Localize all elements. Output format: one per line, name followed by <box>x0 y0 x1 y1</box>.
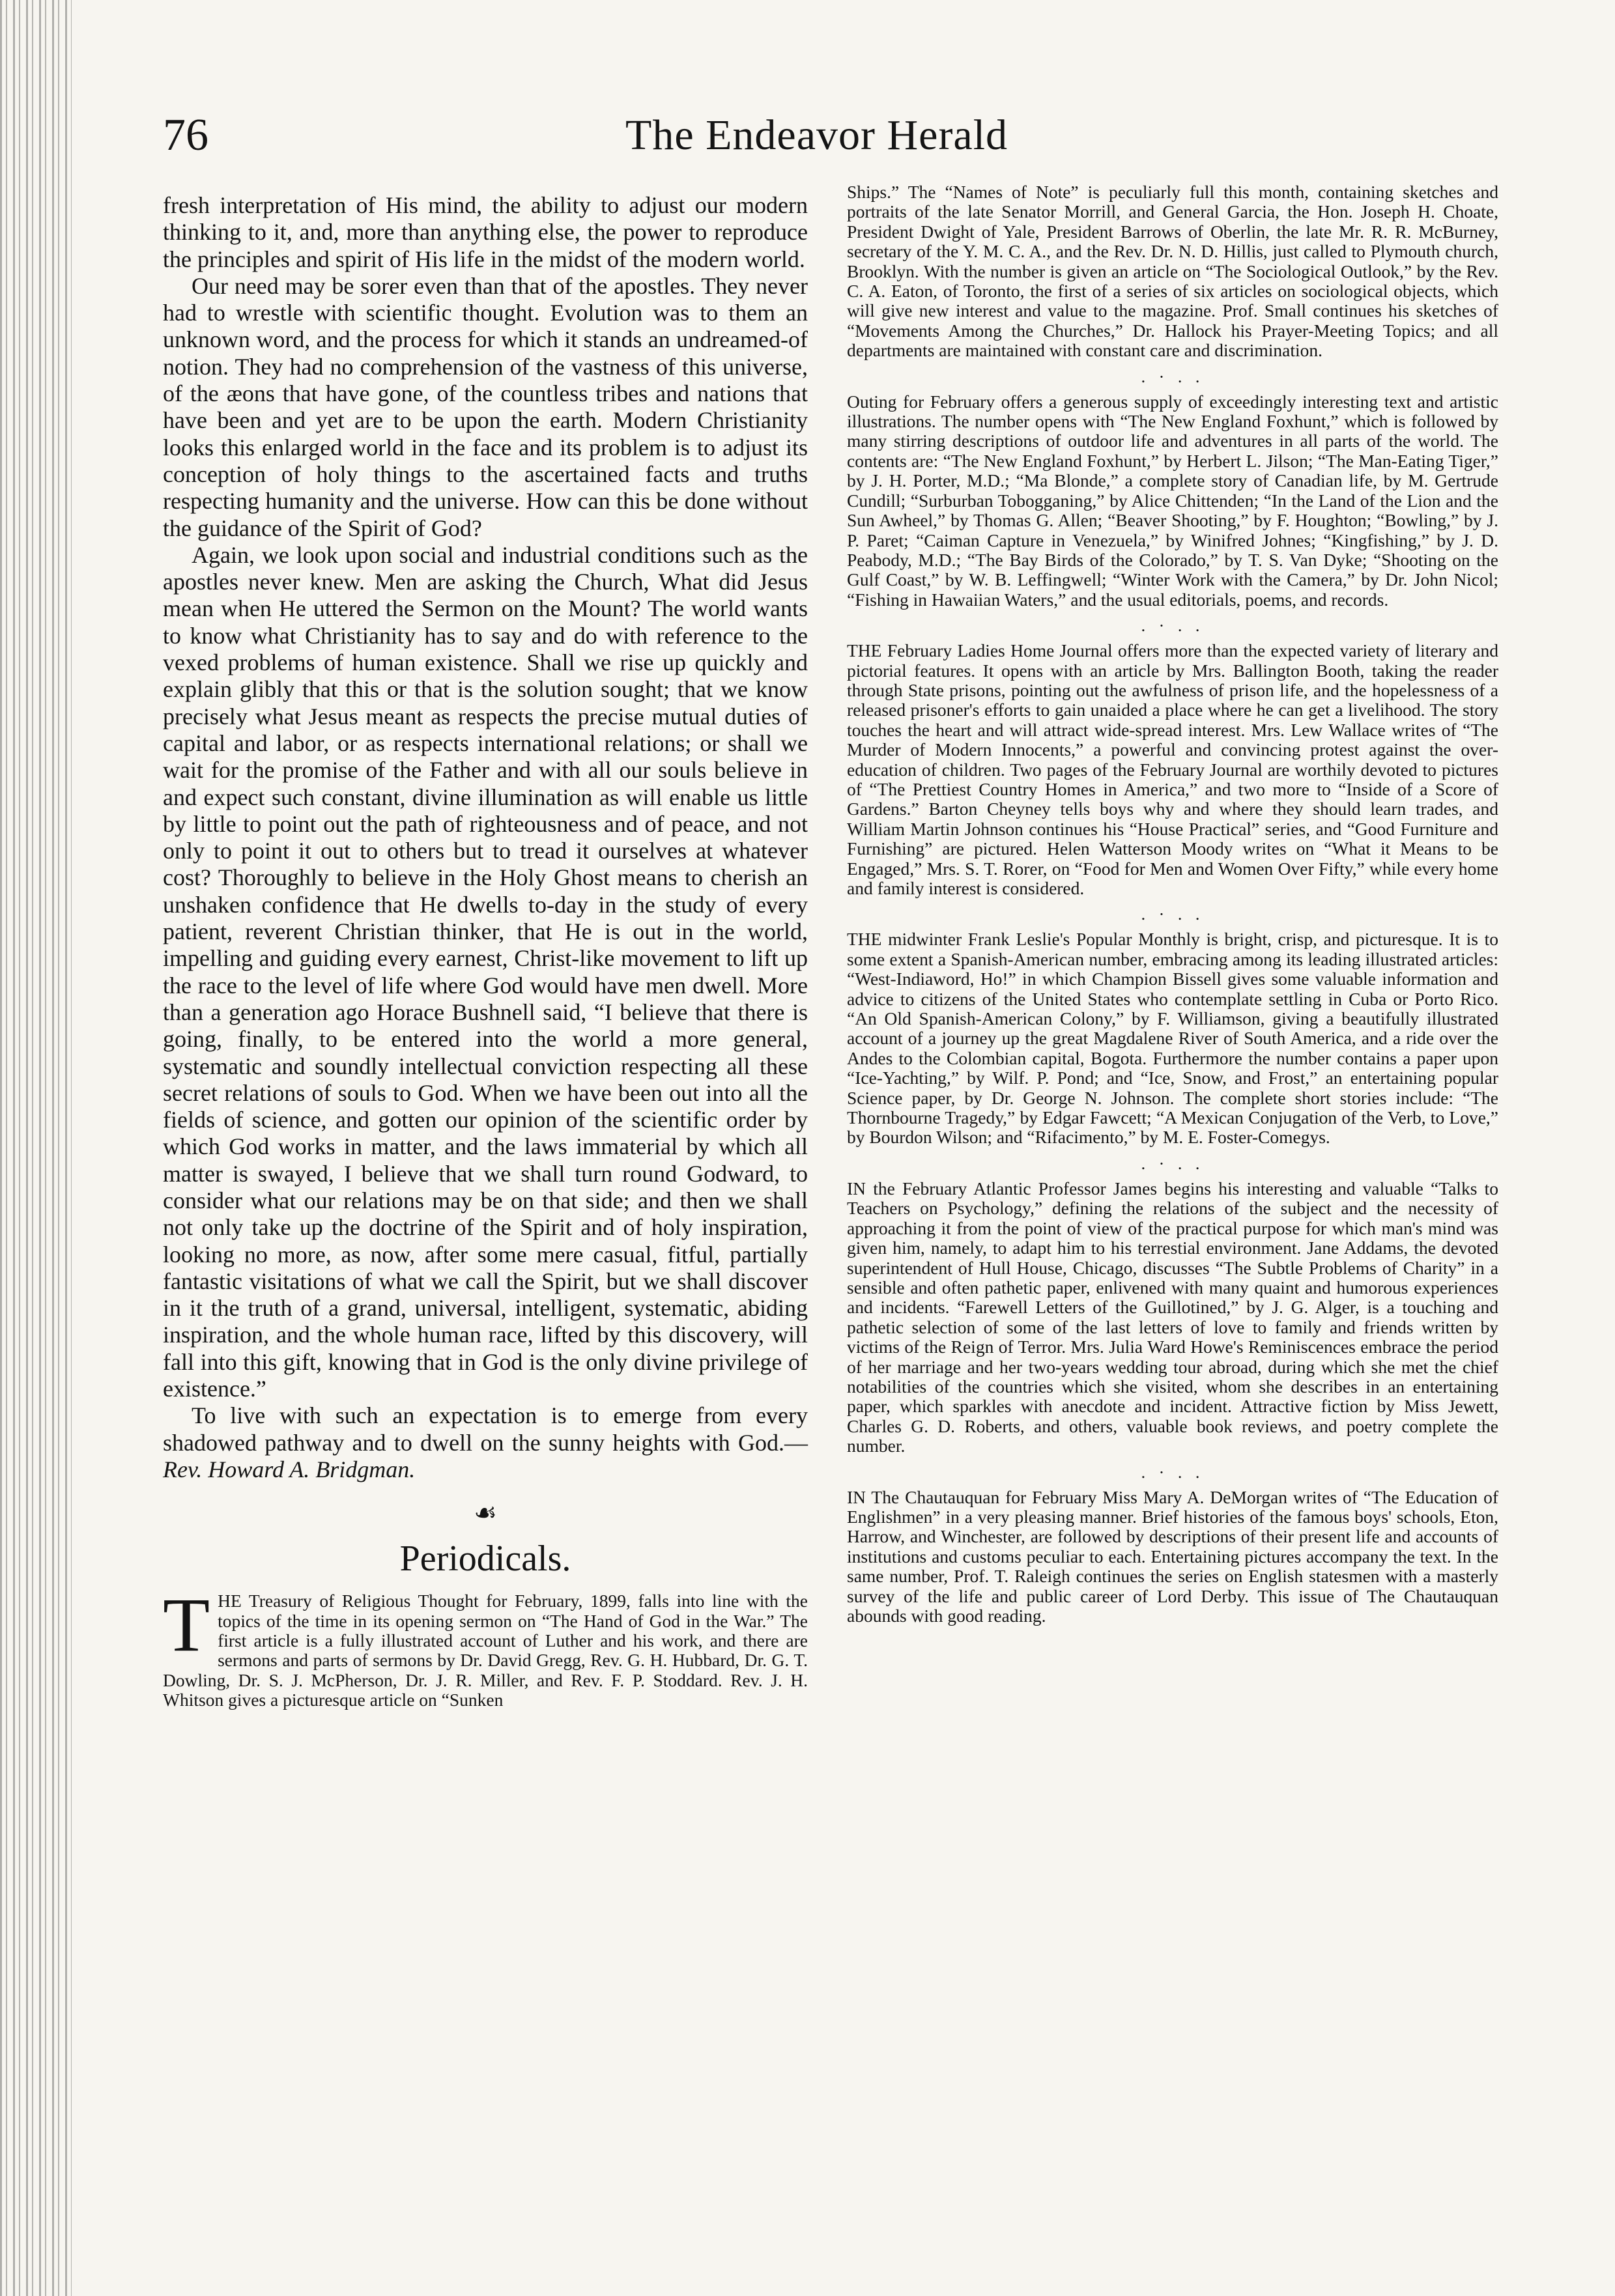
separator-dots: . · . . <box>1141 1462 1205 1482</box>
separator-dots: . · . . <box>1141 616 1205 636</box>
scanned-page-binding-edge <box>0 0 72 2296</box>
section-title-periodicals: Periodicals. <box>399 1538 571 1580</box>
drop-cap: T <box>163 1582 210 1668</box>
page-number: 76 <box>163 110 208 160</box>
review-paragraph: IN the February Atlantic Professor James begins his interesting and valuable “Talks to Teachers on Psychology,” defining the relations of the subject and the necessity of approaching it from the point of view of the practical purpose for which man's mind was given him, namely, to adapt him to his terrestial environment. Jane Addams, the devoted superintendent of Hull House, Chicago, discusses “The Subtle Problems of Charity” in a sensible and often pathetic paper, enlivened with many quaint and humorous experiences and incidents. “Farewell Letters of the Guillotined,” by J. G. Alger, is a touching and pathetic selection of some of the last letters of love to family and friends written by victims of the Reign of Terror. Mrs. Julia Ward Howe's Reminiscences embrace the period of her marriage and her two-years wedding tour abroad, during which she met the chief notabilities of the countries which she visited, whom she describes in an entertaining paper, which sparkles with anecdote and incident. Attractive fiction by Miss Jewett, Charles G. D. Roberts, and others, valuable book reviews, and poetry complete the number. <box>847 1178 1498 1456</box>
article-paragraph: Our need may be sorer even than that of the apostles. They never had to wrestle with scientific thought. Evolution was to them an unknown word, and the process for which it stands an undreamed-of notion. They had no comprehension of the vastness of this universe, of the æons that have gone, of the countless tribes and nations that have been and yet are to be upon the earth. Modern Christianity looks this enlarged world in the face and its problem is to adjust its conception of holy things to the ascertained facts and truths respecting humanity and the universe. How can this be done without the guidance of the Spirit of God? <box>163 272 808 541</box>
article-closing-paragraph <box>163 1402 808 1483</box>
review-paragraph: Outing for February offers a generous supply of exceedingly interesting text and artistic illustrations. The number opens with “The New England Foxhunt,” which is followed by many stirring descriptions of outdoor life and adventures in all parts of the world. The contents are: “The New England Foxhunt,” by Herbert L. Jilson; “The Man-Eating Tiger,” by J. H. Porter, M.D.; “Ma Blonde,” a complete story of Canadian life, by M. Gertrude Cundill; “Surburban Tobogganing,” by Alice Chittenden; “In the Land of the Lion and the Sun Awheel,” by Thomas G. Allen; “Beaver Shooting,” by F. Houghton; “Bowling,” by J. P. Paret; “Caiman Capture in Venezuela,” by Winifred Johnes; “Kingfishing,” by J. D. Peabody, M.D.; “The Bay Birds of the Colorado,” by T. S. Van Dyke; “Shooting on the Gulf Coast,” by W. B. Leffingwell; “Winter Work with the Camera,” by Dr. John Nicol; “Fishing in Hawaiian Waters,” and the usual editorials, poems, and records. <box>847 391 1498 610</box>
article-paragraph: Again, we look upon social and industrial conditions such as the apostles never knew. Men are asking the Church, What did Jesus mean when He uttered the Sermon on the Mount? The world wants to know what Christianity has to say and do with reference to the vexed problems of human existence. Shall we rise up quickly and explain glibly that this or that is the solution sought; that we know precisely what Jesus meant as respects the precise mutual duties of capital and labor, or as respects international relations; or shall we wait for the promise of the Father and with all our souls believe in and expect such constant, divine illumination as will enable us little by little to point out the path of righteousness and of peace, and not only to point it out to others but to tread it ourselves at whatever cost? Thoroughly to believe in the Holy Ghost means to cherish an unshaken confidence that He dwells to-day in the study of every patient, reverent Christian thinker, that He is out in the world, impelling and guiding every earnest, Christ-like movement to lift up the race to the level of life where God would have men dwell. More than a generation ago Horace Bushnell said, “I believe that there is going, finally, to be entered into the world a more general, systematic and soundly intellectual conviction respecting all these secret relations of souls to God. When we have been out into all the fields of science, and gotten our opinion of the scientific order by which God works in matter, and the laws immaterial by which all matter is swayed, I believe that we shall turn round Godward, to consider what our relations may be on that side; and then we shall not only take up the doctrine of the Spirit and of holy inspiration, looking no more, as now, after some mere casual, fitful, partially fantastic visitations of what we call the Spirit, but we shall discover in it the truth of a grand, universal, intelligent, systematic, abiding inspiration, and the whole human race, lifted by this discovery, will fall into this gift, knowing that in God is the only divine privilege of existence.” <box>163 541 808 1402</box>
article-paragraph: fresh interpretation of His mind, the ability to adjust our modern thinking to it, and, more than anything else, the power to reproduce the principles and spirit of His life in the midst of the modern world. <box>163 192 808 272</box>
separator-dots: . · . . <box>1141 367 1205 386</box>
review-paragraph: THE midwinter Frank Leslie's Popular Monthly is bright, crisp, and picturesque. It is to some extent a Spanish-American number, embracing among its leading illustrated articles: “West-Indiaword, Ho!” in which Champion Bissell gives some valuable information and advice to citizens of the United States who contemplate settling in Cuba or Porto Rico. “An Old Spanish-American Colony,” by F. Williamson, giving a beautifully illustrated account of a journey up the great Magdalene River of South America, and a ride over the Andes to the Colombian capital, Bogota. Furthermore the number contains a paper upon “Ice-Yachting,” by Wilf. P. Pond; and “Ice, Snow, and Frost,” an entertaining popular Science paper, by Dr. George N. Johnson. The complete short stories include: “The Thornbourne Tragedy,” by Edgar Fawcett; “A Mexican Conjugation of the Verb, to Love,” by Bourdon Wilson; and “Rifacimento,” by M. E. Foster-Comegys. <box>847 929 1498 1148</box>
ornament-divider: ☙ <box>474 1498 497 1528</box>
right-column <box>847 182 1498 1626</box>
separator-dots: . · . . <box>1141 905 1205 924</box>
periodicals-intro <box>163 1582 808 1710</box>
periodicals-intro-text: HE Treasury of Religious Thought for February, 1899, falls into line with the topics of the time in its opening sermon on “The Hand of God in the War.” The first article is a fully illustrated account of Luther and his work, and there are sermons and parts of sermons by Dr. David Gregg, Rev. G. H. Hubbard, Dr. G. T. Dowling, Dr. S. J. McPherson, Dr. J. R. Miller, and Rev. F. P. Stoddard. Rev. J. H. Whitson gives a picturesque article on “Sunken <box>163 1591 808 1710</box>
closing-text: To live with such an expectation is to emerge from every shadowed pathway and to dwell on the sunny heights with God.— <box>163 1402 808 1456</box>
left-column <box>163 192 808 1710</box>
review-paragraph: Ships.” The “Names of Note” is peculiarly full this month, containing sketches and portraits of the late Senator Morrill, and General Garcia, the Hon. Joseph H. Choate, President Dwight of Yale, President Barrows of Oberlin, the late Mr. R. R. McBurney, secretary of the Y. M. C. A., and the Rev. Dr. N. D. Hillis, just called to Plymouth church, Brooklyn. With the number is given an article on “The Sociological Outlook,” by the Rev. C. A. Eaton, of Toronto, the first of a series of six articles on sociological objects, which will give new interest and value to the magazine. Prof. Small continues his sketches of “Movements Among the Churches,” Dr. Hallock his Prayer-Meeting Topics; and all departments are maintained with constant care and discrimination. <box>847 182 1498 361</box>
separator-dots: . · . . <box>1141 1154 1205 1173</box>
article-author: Rev. Howard A. Bridgman. <box>163 1456 416 1482</box>
review-paragraph: THE February Ladies Home Journal offers more than the expected variety of literary and pictorial features. It opens with an article by Mrs. Ballington Booth, taking the reader through State prisons, pointing out the awfulness of prison life, and the hopelessness of a released prisoner's efforts to gain unaided a place where he can get a livelihood. The story touches the heart and will attract wide-spread interest. Mrs. Lew Wallace writes of “The Murder of Modern Innocents,” a powerful and convincing protest against the over-education of children. Two pages of the February Journal are worthily devoted to pictures of “The Prettiest Country Homes in America,” and two more to “Inside of a Score of Gardens.” Barton Cheyney tells boys why and where they should learn trades, and William Martin Johnson continues his “House Practical” series, and “Good Furniture and Furnishing” are pictured. Helen Watterson Moody writes on “What it Means to be Engaged,” Mrs. S. T. Rorer, on “Food for Men and Women Over Fifty,” while every home and family interest is considered. <box>847 640 1498 898</box>
journal-title: The Endeavor Herald <box>625 111 1008 159</box>
review-paragraph: IN The Chautauquan for February Miss Mary A. DeMorgan writes of “The Education of Englishmen” in a very pleasing manner. Brief histories of the famous boys' schools, Eton, Harrow, and Winchester, are followed by descriptions of their present life and accounts of institutions and customs peculiar to each. Entertaining pictures accompany the text. In the same number, Prof. T. Raleigh continues the series on English statesmen with a masterly survey of the life and public career of Lord Derby. This issue of The Chautauquan abounds with good reading. <box>847 1486 1498 1626</box>
